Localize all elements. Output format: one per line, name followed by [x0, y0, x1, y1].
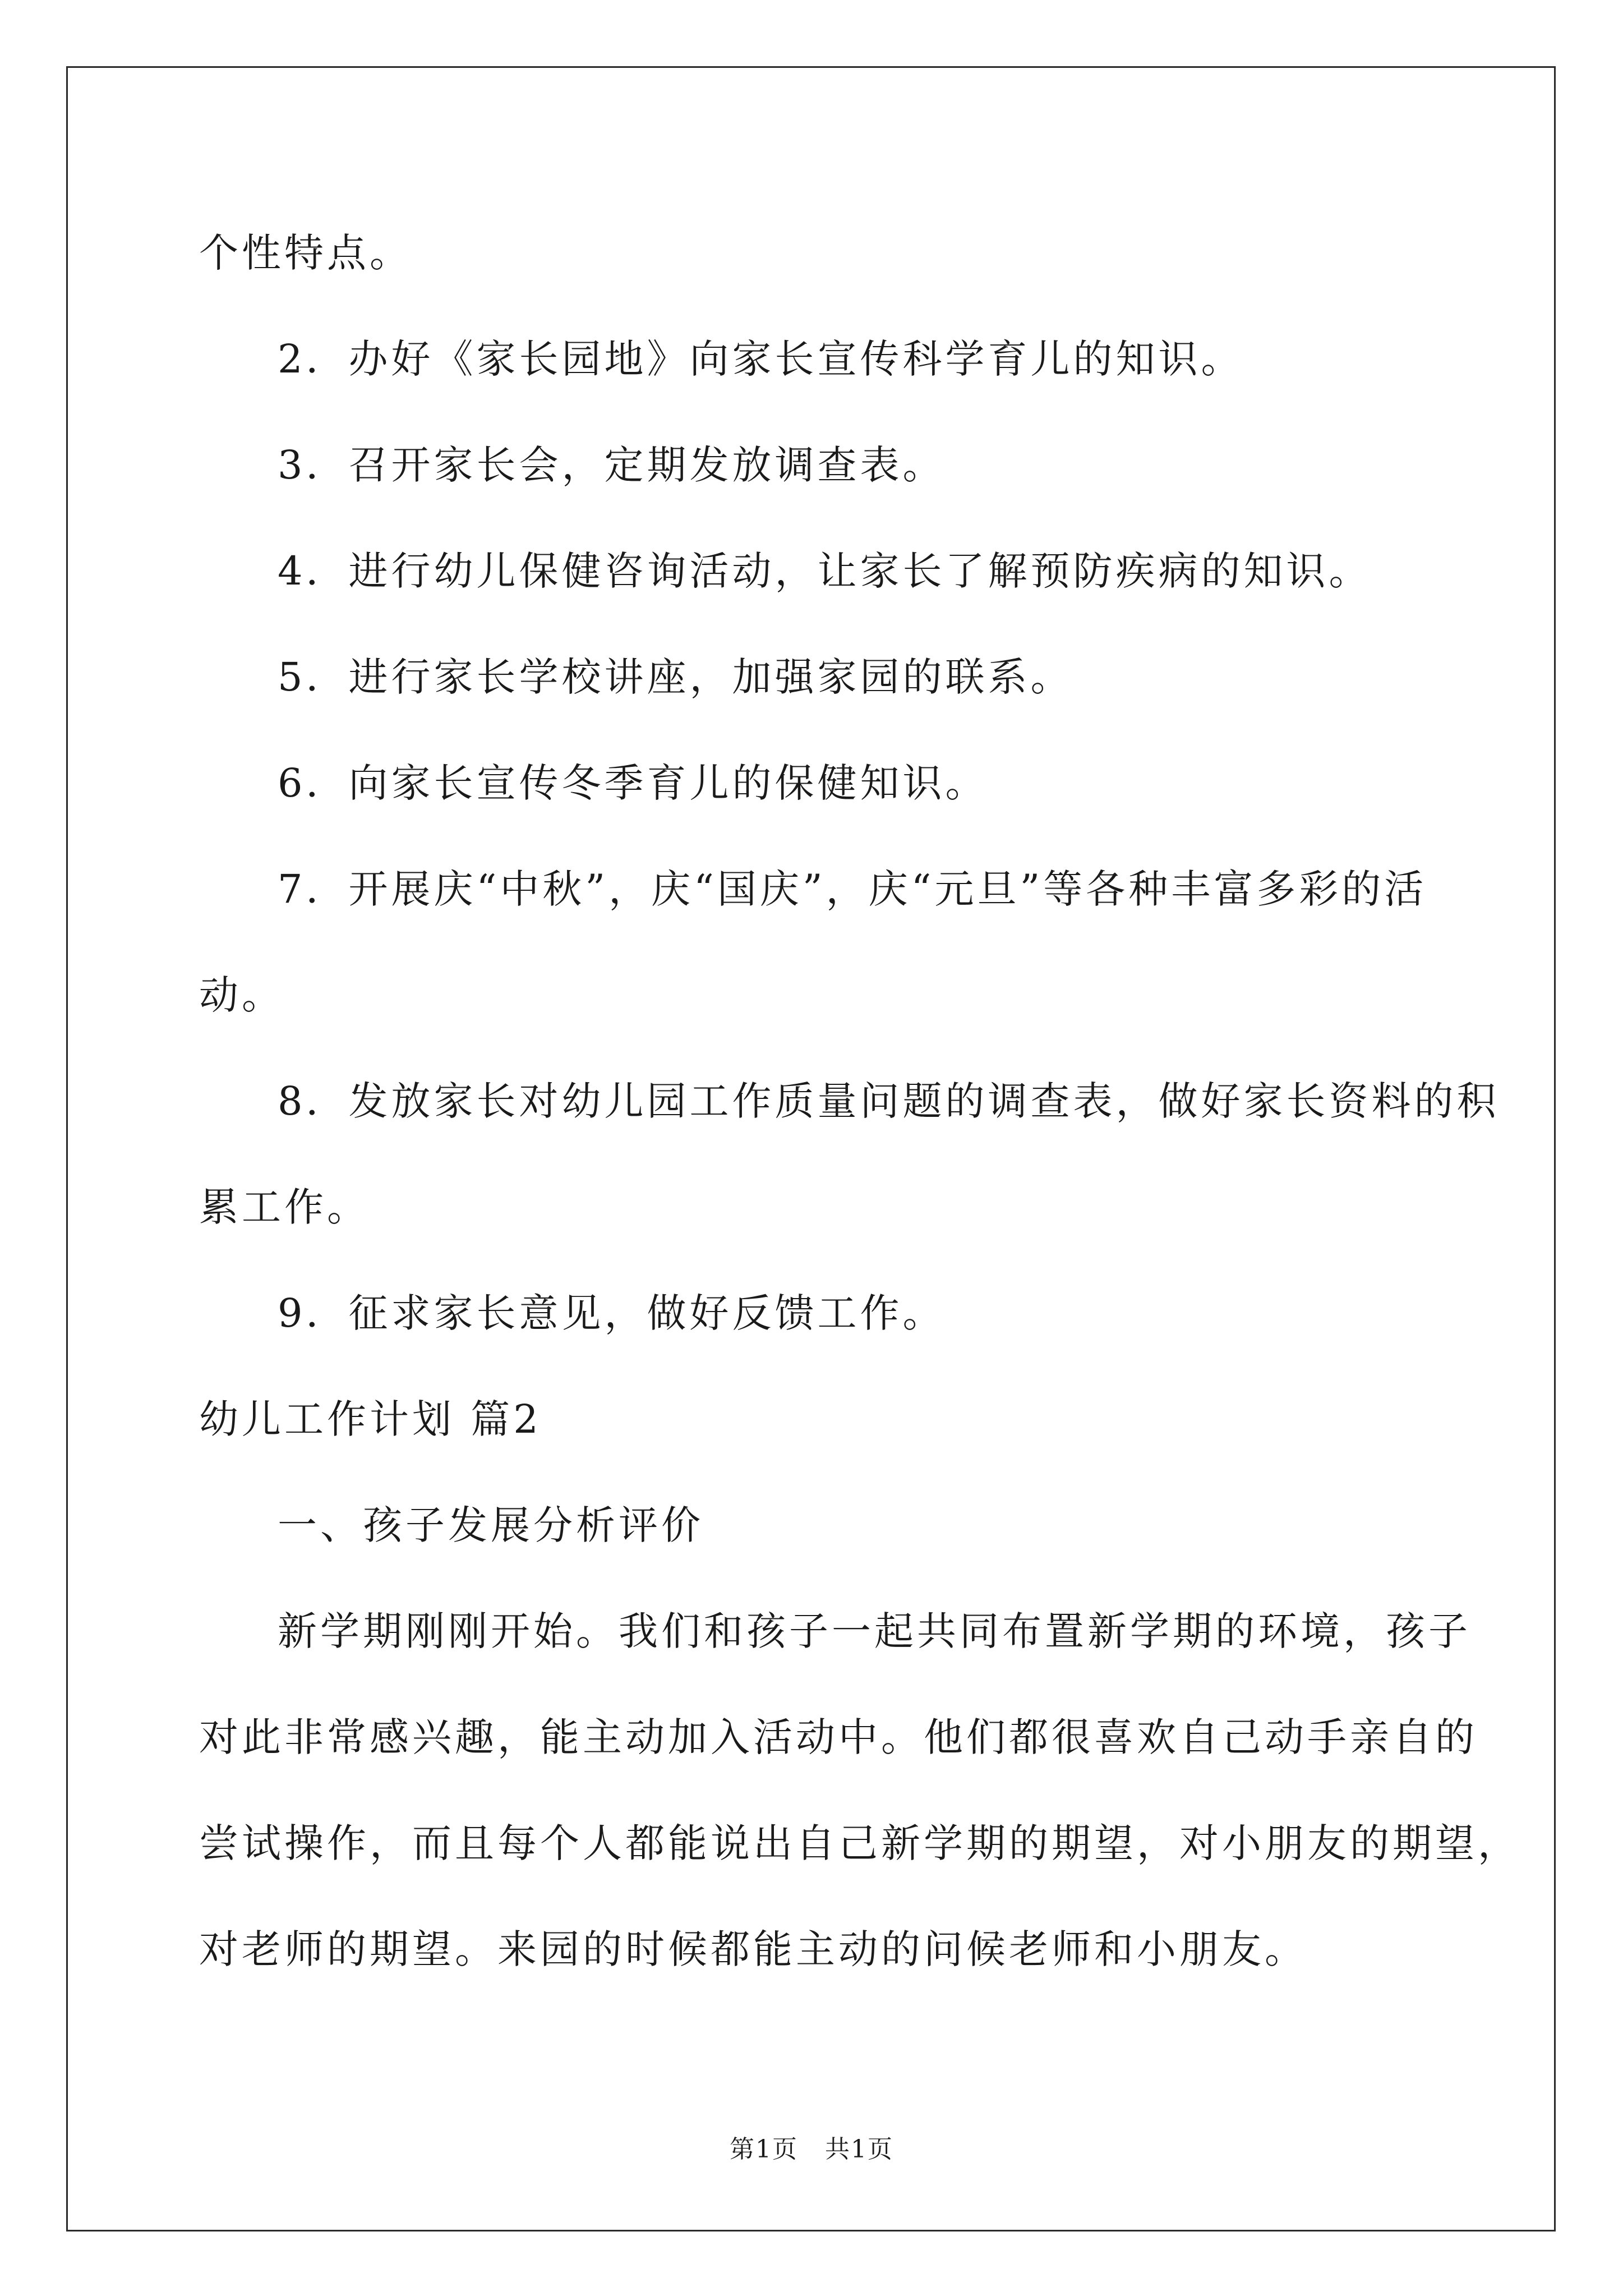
list-item-7: 7．开展庆“中秋”，庆“国庆”，庆“元旦”等各种丰富多彩的活 — [278, 866, 1427, 912]
page-number-footer: 第1页 共1页 — [730, 2135, 893, 2164]
list-item-8: 8．发放家长对幼儿园工作质量问题的调查表，做好家长资料的积 — [278, 1078, 1500, 1124]
page-border — [66, 66, 1556, 2231]
section-heading: 幼儿工作计划 篇2 — [199, 1396, 542, 1442]
paragraph-line: 对此非常感兴趣，能主动加入活动中。他们都很喜欢自己动手亲自的 — [199, 1714, 1478, 1760]
paragraph-line: 新学期刚刚开始。我们和孩子一起共同布置新学期的环境，孩子 — [278, 1608, 1471, 1654]
subsection-heading: 一、孩子发展分析评价 — [278, 1502, 704, 1548]
list-item-3: 3．召开家长会，定期发放调查表。 — [278, 442, 946, 488]
text-line-continuation: 个性特点。 — [199, 230, 412, 276]
paragraph-line: 对老师的期望。来园的时候都能主动的问候老师和小朋友。 — [199, 1926, 1307, 1972]
paragraph-line: 尝试操作，而且每个人都能说出自己新学期的期望，对小朋友的期望， — [199, 1820, 1520, 1866]
list-item-9: 9．征求家长意见，做好反馈工作。 — [278, 1290, 946, 1336]
list-item-8-continuation: 累工作。 — [199, 1184, 370, 1230]
list-item-6: 6．向家长宣传冬季育儿的保健知识。 — [278, 760, 988, 806]
list-item-7-continuation: 动。 — [199, 972, 284, 1018]
list-item-5: 5．进行家长学校讲座，加强家园的联系。 — [278, 654, 1073, 700]
list-item-4: 4．进行幼儿保健咨询活动，让家长了解预防疾病的知识。 — [278, 548, 1372, 594]
list-item-2: 2．办好《家长园地》向家长宣传科学育儿的知识。 — [278, 336, 1244, 382]
